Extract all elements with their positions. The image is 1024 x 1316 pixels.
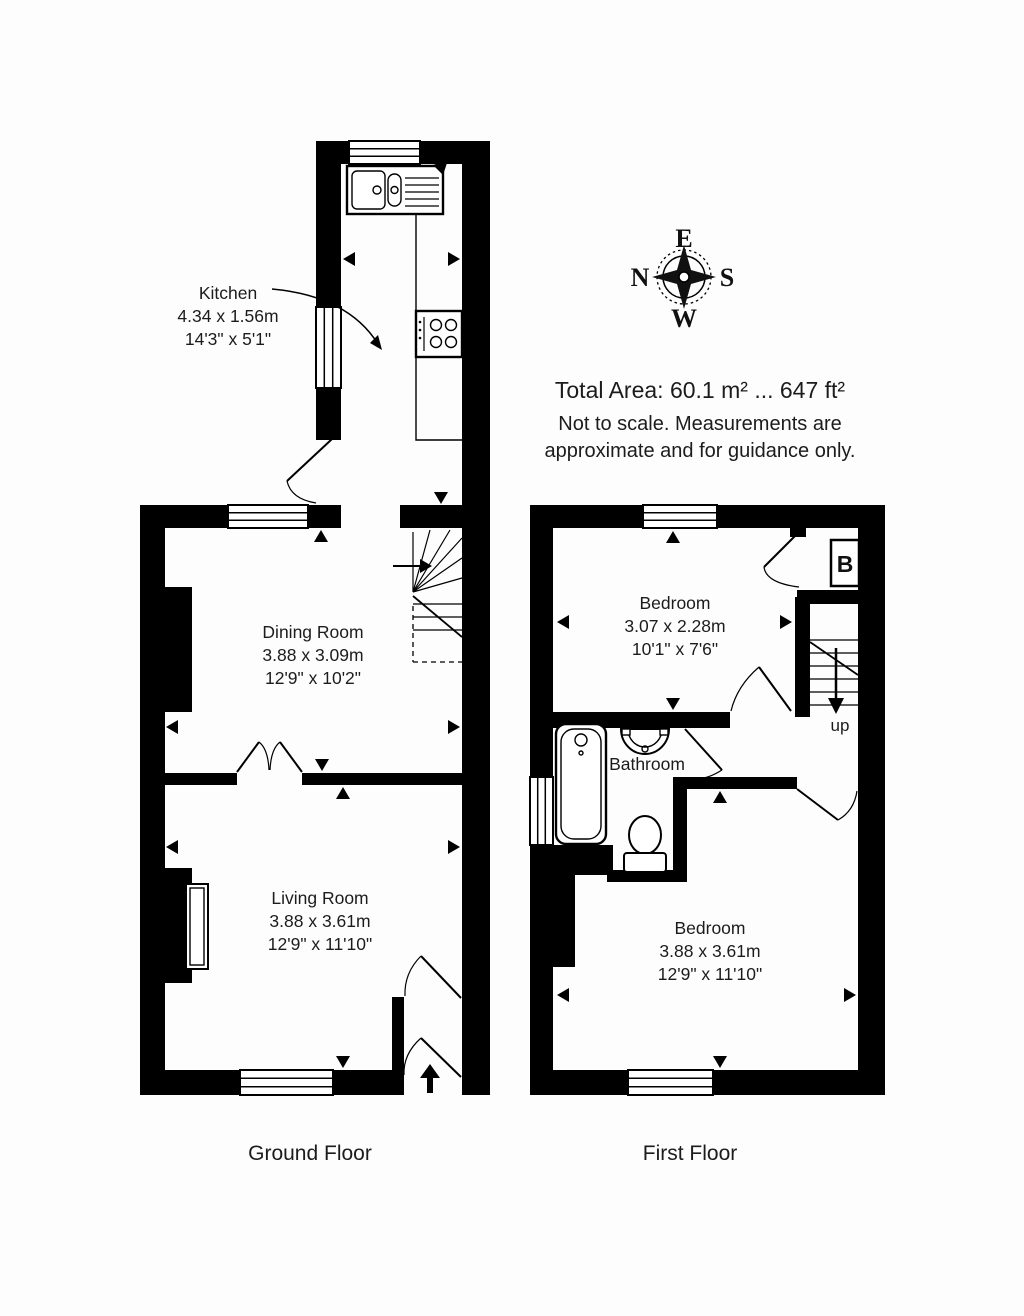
stairs-up-label: up — [830, 716, 850, 735]
compass-top-letter: E — [675, 224, 693, 253]
living-room-imperial: 12'9" x 11'10" — [267, 934, 373, 954]
bedroom-chimney-breast — [553, 860, 575, 967]
total-area-text: Total Area: 60.1 m² ... 647 ft² — [554, 377, 846, 403]
kitchen-door — [287, 439, 332, 503]
kitchen-sink-unit — [347, 166, 443, 214]
stairs-up-arrow — [828, 698, 844, 714]
kitchen-metric: 4.34 x 1.56m — [177, 306, 279, 326]
compass-bottom-letter: W — [671, 304, 697, 333]
bedroom-back-metric: 3.88 x 3.61m — [659, 941, 761, 961]
bedroom-front-label: Bedroom — [639, 593, 711, 613]
bedroom-front-imperial: 10'1" x 7'6" — [631, 639, 719, 659]
stairs-headroom-dashed — [413, 606, 462, 662]
dining-living-double-doors — [237, 742, 302, 772]
first-floor-plan — [530, 505, 885, 1095]
sink-basin — [352, 171, 385, 209]
fireplace — [186, 884, 208, 969]
living-window — [240, 1070, 333, 1095]
ground-stairs — [393, 530, 462, 662]
compass-rose — [631, 224, 735, 333]
bedroom-back-imperial: 12'9" x 11'10" — [657, 964, 763, 984]
bedroom-front-door — [731, 667, 791, 711]
kitchen-top-window — [349, 141, 420, 164]
toilet — [624, 816, 666, 872]
hob — [416, 311, 462, 357]
disclaimer-line2: approximate and for guidance only. — [544, 440, 856, 462]
bedroom-back-door — [797, 789, 857, 820]
stair-top-door — [764, 534, 799, 587]
bedroom-front-window — [643, 505, 717, 528]
bedroom-front-metric: 3.07 x 2.28m — [624, 616, 726, 636]
entrance-lobby-wall — [392, 997, 404, 1072]
kitchen-left-window — [316, 307, 341, 388]
bedroom-back-window — [628, 1070, 713, 1095]
kitchen-label: Kitchen — [198, 283, 258, 303]
bathroom-door — [685, 729, 722, 779]
dining-room-metric: 3.88 x 3.09m — [262, 645, 364, 665]
compass-left-letter: N — [630, 263, 650, 292]
living-room-metric: 3.88 x 3.61m — [269, 911, 371, 931]
ground-labels — [177, 283, 372, 954]
dining-room-imperial: 12'9" x 10'2" — [265, 668, 361, 688]
bedroom-back-label: Bedroom — [674, 918, 746, 938]
dining-window — [228, 505, 308, 528]
compass-right-letter: S — [719, 263, 735, 292]
first-stairs — [810, 640, 858, 735]
sink-half-basin — [388, 174, 401, 206]
first-floor-caption: First Floor — [642, 1142, 738, 1165]
ground-floor-caption: Ground Floor — [248, 1142, 372, 1165]
boiler-cupboard — [831, 540, 859, 586]
ground-floor-plan — [140, 141, 490, 1095]
dining-room-label: Dining Room — [262, 622, 364, 642]
bath-tub — [556, 724, 606, 844]
lobby-inner-door — [405, 956, 461, 998]
disclaimer-line1: Not to scale. Measurements are — [558, 413, 842, 435]
bathroom-window — [530, 777, 553, 845]
bathroom-label: Bathroom — [609, 754, 685, 774]
title-block — [545, 377, 856, 462]
living-room-label: Living Room — [271, 888, 369, 908]
dining-chimney-breast — [165, 587, 192, 712]
kitchen-imperial: 14'3" x 5'1" — [184, 329, 272, 349]
wash-basin — [621, 729, 669, 754]
boiler-label: B — [836, 551, 854, 577]
ground-doors — [237, 439, 461, 1093]
